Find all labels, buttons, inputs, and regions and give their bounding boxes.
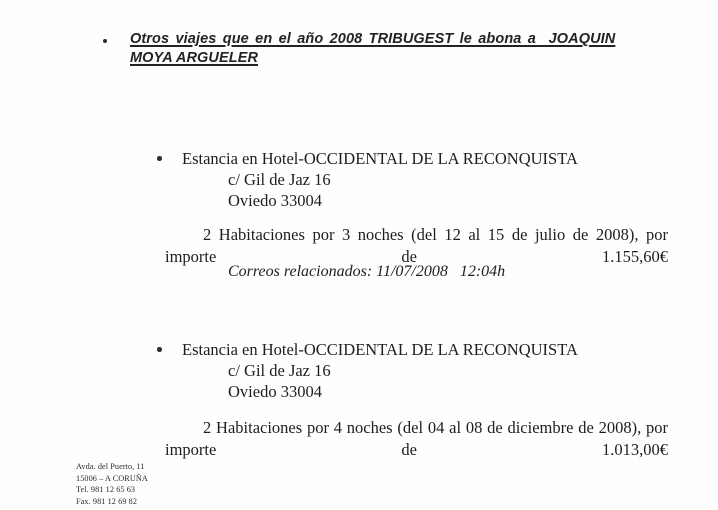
related-emails-1: Correos relacionados: 11/07/2008 12:04h xyxy=(228,263,506,280)
hotel-name-1: Estancia en Hotel-OCCIDENTAL DE LA RECONQUISTA xyxy=(182,149,578,168)
bullet-icon xyxy=(157,347,162,352)
heading-bullet-item xyxy=(100,30,680,68)
hotel-entry-1 xyxy=(155,148,675,211)
heading-text xyxy=(130,30,680,68)
hotel-name-2: Estancia en Hotel-OCCIDENTAL DE LA RECONQUISTA xyxy=(182,340,578,359)
hotel-city-2: Oviedo 33004 xyxy=(228,382,322,401)
footer-phone: Tel. 981 12 65 63 xyxy=(76,485,136,495)
footer-fax: Fax. 981 12 69 82 xyxy=(76,496,138,506)
hotel-street-2: c/ Gil de Jaz 16 xyxy=(228,361,331,380)
bullet-icon xyxy=(103,39,107,43)
hotel-street-1: c/ Gil de Jaz 16 xyxy=(228,170,331,189)
hotel-city-1: Oviedo 33004 xyxy=(228,191,322,210)
footer-address: Avda. del Puerto, 11 xyxy=(76,462,145,471)
booking-detail-2: 2 Habitaciones por 4 noches (del 04 al 08 de diciembre de 2008), por importe de 1.013,00€ xyxy=(165,418,668,459)
heading-line-2: MOYA ARGUELER xyxy=(130,50,259,66)
booking-detail-1: 2 Habitaciones por 3 noches (del 12 al 15 de julio de 2008), por importe de 1.155,60€ xyxy=(165,225,668,266)
footer-contact-block xyxy=(76,461,148,507)
hotel-entry-2 xyxy=(155,339,675,402)
footer-city: 15006 – A CORUÑA xyxy=(76,473,148,483)
bullet-icon xyxy=(157,156,162,161)
heading-line-1: Otros viajes que en el año 2008 TRIBUGEST le abona a JOAQUIN xyxy=(130,31,616,47)
